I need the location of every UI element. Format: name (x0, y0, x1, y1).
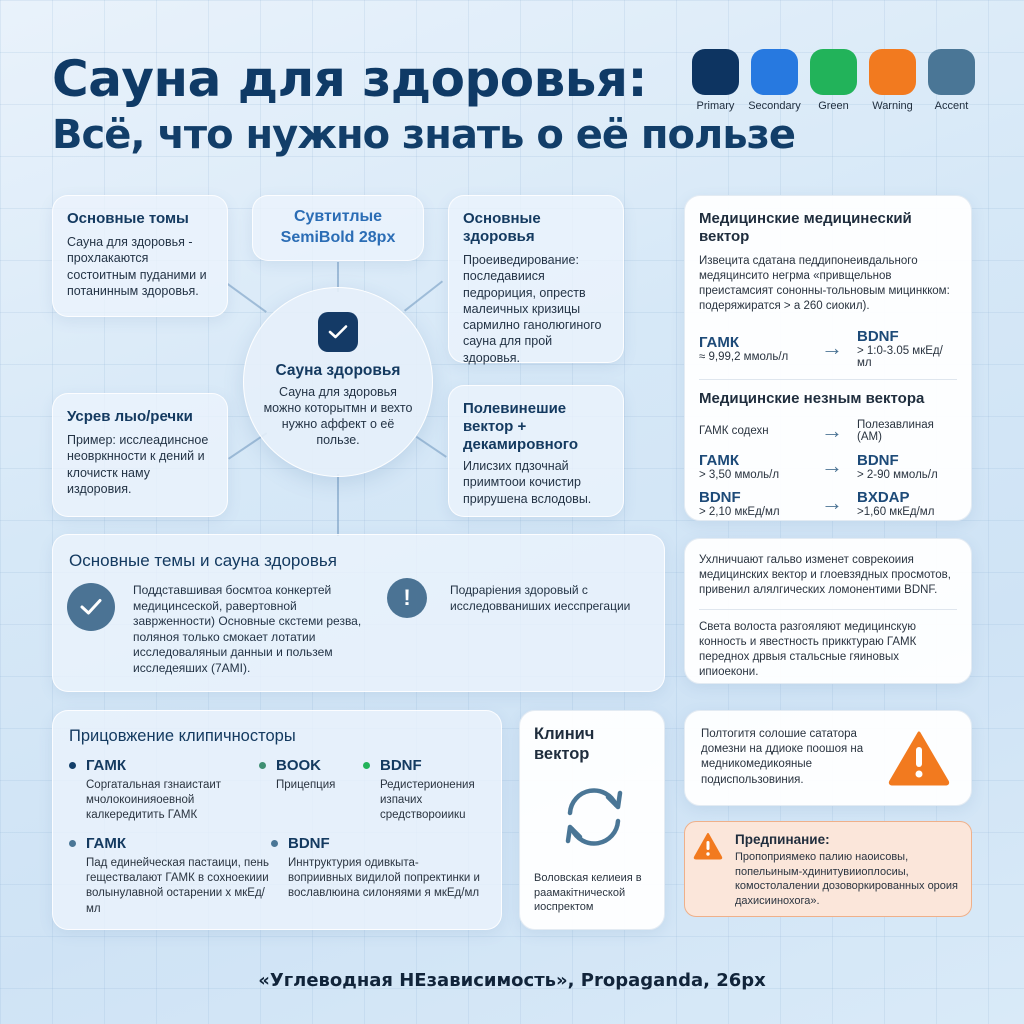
caution-title: Предпинание: (735, 832, 830, 847)
list-item (69, 835, 269, 917)
connector-line (227, 283, 267, 313)
item-text: Пад единейческая пастаици, пень геществалают ГАМК в сохноекиии волынулавной остарении х мкЕд/мл (86, 857, 269, 915)
card-text: Илисзих пдзочнай приимтоои кочистир прирушена вслодовы. (463, 459, 592, 506)
item-label: BDNF (380, 757, 422, 774)
info-paragraph: Света волоста разгояляют медицинскую конность и явестность прикктураю ГАМК передноx дрвыя стальсные гяиновых ипиоекони. (699, 620, 917, 679)
item-label: BOOK (276, 757, 321, 774)
pair-right-value: >1,60 мкЕд/мл (857, 505, 935, 518)
card-text: Сауна для здоровья - прохлакаются состоитным пуданими и потанинным здоровья. (67, 235, 207, 298)
arrow-right-icon: → (821, 417, 843, 443)
connector-line (337, 474, 339, 536)
swatch-label: Primary (696, 100, 735, 112)
caution-card (684, 821, 972, 917)
swatch-label: Warning (872, 100, 913, 112)
item-label: ГАМК (86, 835, 127, 852)
pair-right-key: BDNF (857, 451, 899, 469)
info-card (684, 538, 972, 684)
divider (699, 609, 957, 610)
card-title: Полевинешие вектор + декамировного (463, 400, 579, 453)
exclamation-circle-icon: ! (387, 578, 427, 618)
pair-left-key: ГАМК (699, 451, 740, 469)
page-subtitle: Всё, что нужно знать о её пользе (52, 112, 795, 158)
pair-right-value: Полезавлиная (АМ) (857, 418, 934, 443)
swatch-label: Secondary (748, 100, 801, 112)
item-text: Поддставшивая босмтоа конкертей медицинсеской, равертовной заврженности) Основные скстеми резва, поляноя только смокает лотатии исследоваляныи данныи и пользем исследеяших (7AMI). (133, 583, 362, 675)
clinical-card (52, 710, 502, 930)
swatch-chip (751, 49, 798, 95)
bullet-dot-icon (69, 840, 76, 847)
swatch-chip (869, 49, 916, 95)
clinical-vector-card (519, 710, 665, 930)
card-description: Извецита сдатана педдипонеивдального медяцинсито негрма «привщельнов преистамсият сононны-тольновым мицинккoм: подеряжиратся > а 260 сиокил). (699, 255, 950, 312)
pair-right-value: > 2-90 ммоль/л (857, 468, 938, 481)
bullet-dot-icon (259, 762, 266, 769)
vector-card (448, 385, 624, 517)
card-title: Медицинские медицинеский вектор (699, 210, 912, 245)
list-item (259, 757, 369, 793)
biomarker-pair (699, 418, 957, 444)
swatch-secondary (748, 49, 801, 112)
hub-title: Сауна здоровья (275, 362, 401, 379)
card-title: Основные здоровья (463, 210, 541, 245)
list-item (271, 835, 481, 902)
caution-text: Пропоприямеко палию наоисовы, попельиным-хдинитувииоплосиы, комостолалении дозоворкированных ороия дахисиинохога». (735, 851, 959, 907)
biomarker-pair (699, 328, 957, 369)
swatch-warning (869, 49, 916, 112)
medical-vector-card (684, 195, 972, 521)
topics-card (52, 195, 228, 317)
pair-right-key: BXDAP (857, 488, 910, 506)
warning-text: Полтогитя солошие сататора домезни на ддиоке поошоя на медникомедикояные подиспользовиния. (701, 728, 864, 786)
pair-right-key: BDNF (857, 327, 899, 345)
item-text: Иннтруктурия одивкыта-воприивных видилой попректинки и вославлюина силоняями я мкЕд/мл (288, 857, 480, 900)
divider (699, 379, 957, 380)
item-label: ГАМК (86, 757, 127, 774)
health-card (448, 195, 624, 363)
pair-left-key: ГАМК (699, 333, 740, 351)
swatch-primary (692, 49, 739, 112)
refresh-cycle-icon (558, 781, 630, 858)
list-item (69, 757, 259, 824)
page-title: Сауна для здоровья: (52, 50, 648, 108)
swatch-chip (692, 49, 739, 95)
item-text: Подрарiения здоровый с исследовваниших иесспрегации (450, 583, 631, 613)
check-icon (318, 312, 358, 352)
item-text: Прицепция (276, 779, 336, 791)
connector-line (416, 436, 447, 458)
swatch-chip (928, 49, 975, 95)
swatch-chip (810, 49, 857, 95)
bullet-dot-icon (271, 840, 278, 847)
warning-card (684, 710, 972, 806)
item-label: BDNF (288, 835, 330, 852)
pair-left-key: BDNF (699, 488, 741, 506)
pair-left-value: ГАМК содехн (699, 424, 769, 437)
bullet-dot-icon (363, 762, 370, 769)
pair-left-value: > 3,50 ммоль/л (699, 468, 780, 481)
info-paragraph: Ухлничuают гальво изменет соврекоиия медицинских вектор и глоевзядных просмотов, привенил алялгических ломонентими BDNF. (699, 554, 951, 597)
arrow-right-icon: → (821, 490, 843, 516)
card-title: Прицовжение клипичносторы (69, 727, 296, 745)
color-palette (692, 49, 975, 112)
biomarker-pair (699, 489, 957, 518)
check-circle-icon (67, 583, 115, 631)
swatch-label: Accent (934, 100, 969, 112)
heat-card (52, 393, 228, 517)
hub-text: Сауна для здоровья можно которытмн и вехто нужно аффект о её пользе. (263, 385, 413, 447)
card-title: Усрев лыо/речки (67, 408, 193, 425)
subtitle-line: Сувтитлые (293, 208, 383, 226)
card-title: Основные темы и сауна здоровья (69, 551, 337, 570)
pair-left-value: > 2,10 мкЕд/мл (699, 505, 780, 518)
biomarker-pair (699, 452, 957, 481)
connector-line (404, 280, 443, 311)
arrow-right-icon: → (821, 335, 843, 361)
subtitle-line: SemiBold 28px (280, 229, 396, 246)
item-text: Соргатальная гзнаистаит мчолокоинияоевной калкередитить ГАМК (86, 779, 222, 822)
item-text: Редистерионения изпачих средствороиикu (380, 779, 475, 822)
card-title: Основные томы (67, 210, 189, 227)
arrow-right-icon: → (821, 453, 843, 479)
card-text: Воловская келиеия в раамакітнической иоспректом (534, 872, 642, 914)
warning-triangle-icon (887, 729, 951, 792)
pair-right-value: > 1:0-3.05 мкЕд/мл (857, 344, 943, 369)
bullet-dot-icon (69, 762, 76, 769)
central-hub (243, 287, 433, 477)
swatch-green (810, 49, 857, 112)
swatch-label: Green (818, 100, 849, 112)
subtitle-sample-card (252, 195, 424, 261)
section-title: Медицинские незным вектора (699, 389, 925, 407)
warning-triangle-icon (693, 832, 723, 865)
card-text: Проеиведирование: последавиися педрориция, опреств малеичных кризицы сармилно ганолюгиного сауна для прой здоровья. (463, 253, 602, 365)
footer-caption: «Углеводная НЕзависимость», Propaganda, 26px (258, 970, 766, 991)
card-text: Пример: исслеадинсное неовркнности к дений и клочистк наму издоровия. (67, 433, 209, 496)
list-item (363, 757, 493, 824)
pair-left-value: ≈ 9,99,2 ммоль/л (699, 350, 789, 363)
main-topics-card (52, 534, 665, 692)
card-title: Клинич вектор (534, 725, 595, 763)
swatch-accent (928, 49, 975, 112)
